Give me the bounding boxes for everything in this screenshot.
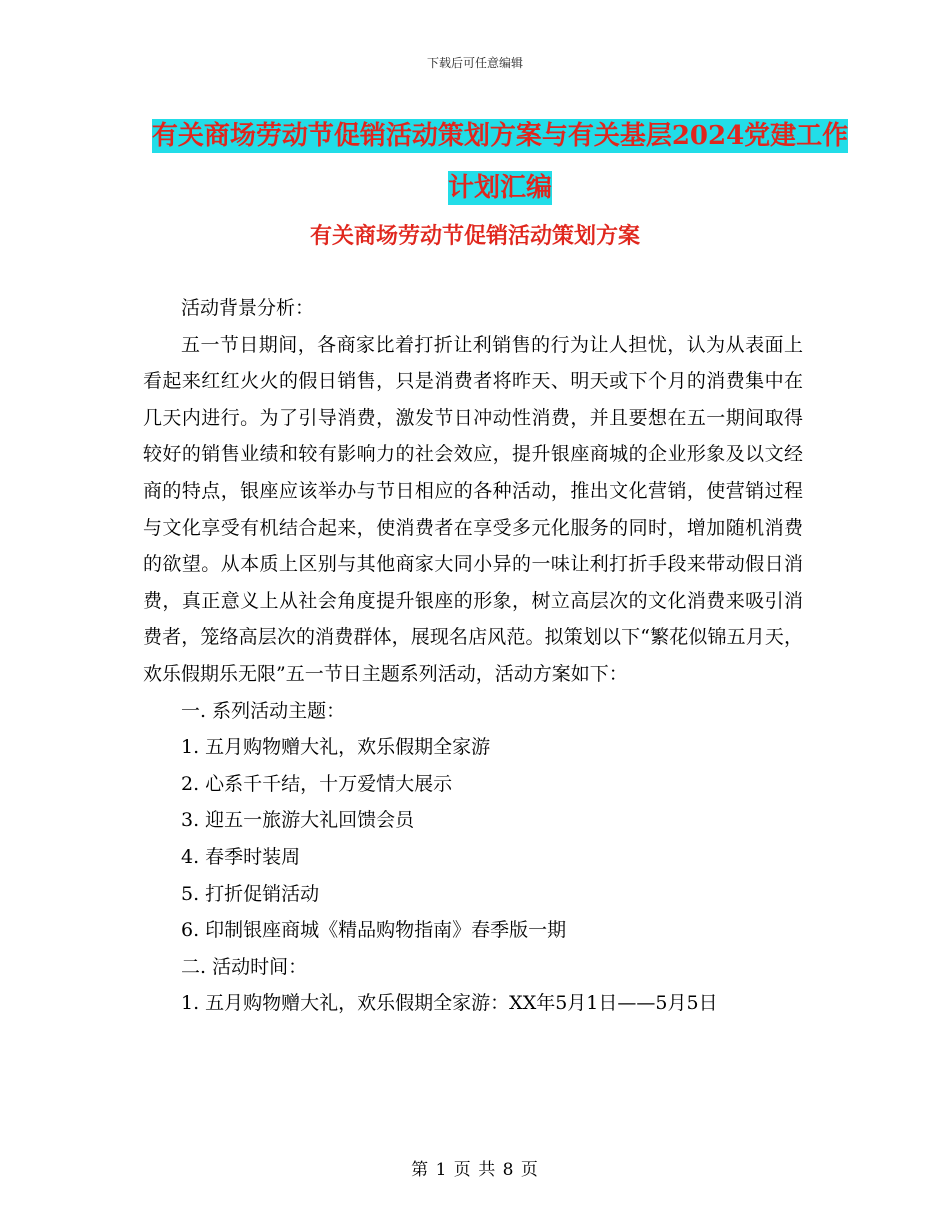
header-note: 下载后可任意编辑 [426, 56, 523, 70]
theme-item: 1. 五月购物赠大礼，欢乐假期全家游 [181, 736, 491, 759]
theme-item: 3. 迎五一旅游大礼回馈会员 [181, 809, 415, 832]
time-item: 1. 五月购物赠大礼，欢乐假期全家游：XX年5月1日——5月5日 [181, 992, 718, 1015]
background-paragraph: 五一节日期间，各商家比着打折让利销售的行为让人担忧，认为从表面上看起来红红火火的假日销售，只是消费者将昨天、明天或下个月的消费集中在几天内进行。为了引导消费，激发节日冲动性消费，并且要想在五一期间取得较好的销售业绩和较有影响力的社会效应，提升银座商城的企业形象及以文经商的特点，银座应该举办与节日相应的各种活动，推出文化营销，使营销过程与文化享受有机结合起来，使消费者在享受多元化服务的同时，增加随机消费的欲望。从本质上区别与其他商家大同小异的一味让利打折手段来带动假日消费，真正意义上从社会角度提升银座的形象，树立高层次的文化消费来吸引消费者，笼络高层次的消费群体，展现名店风范。拟策划以下“繁花似锦五月天，欢乐假期乐无限”五一节日主题系列活动，活动方案如下： [143, 333, 803, 685]
theme-item: 6. 印制银座商城《精品购物指南》春季版一期 [181, 919, 567, 942]
document-body [143, 290, 803, 1022]
page-footer: 第 1 页 共 8 页 [411, 1160, 539, 1180]
theme-item: 4. 春季时装周 [181, 845, 301, 868]
themes-heading: 一. 系列活动主题： [181, 699, 346, 722]
theme-item: 5. 打折促销活动 [181, 882, 320, 905]
section-title: 有关商场劳动节促销活动策划方案 [309, 223, 640, 249]
document-title-text: 有关商场劳动节促销活动策划方案与有关基层2024党建工作计划汇编 [151, 121, 849, 203]
document-title [140, 110, 860, 214]
background-label: 活动背景分析： [181, 297, 315, 319]
theme-item: 2. 心系千千结，十万爱情大展示 [181, 772, 453, 795]
time-heading: 二. 活动时间： [181, 955, 308, 978]
